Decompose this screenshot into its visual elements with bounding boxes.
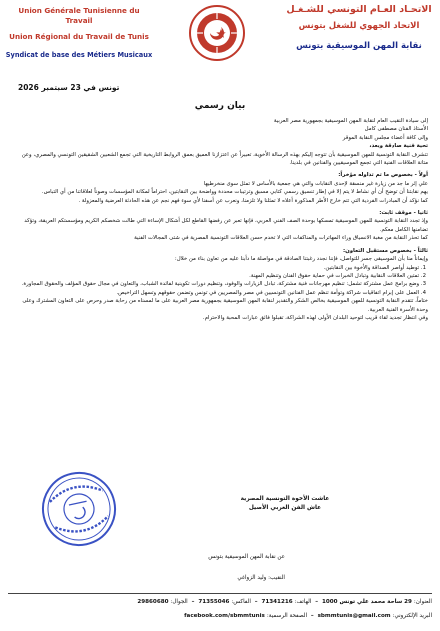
official-stamp — [40, 470, 118, 548]
address-value: 29 ساحة محمد علي تونس 1000 — [321, 599, 412, 605]
header-french — [4, 6, 154, 60]
header-left-line-3: Syndicat de base des Métiers Musicaux — [5, 51, 153, 59]
section-2-paragraph: وإذ تجدد النقابة التونسية للمهن الموسيقية تمسكها بوحدة الصف الفني العربي، فإنها تعبر عن رفضها القاطع لكل أشكال الإساءة التي طالت شخصكم الكريم ومؤسستكم العريقة، وتؤكد تضامنها الكامل معكم. — [24, 218, 428, 233]
list-item: 3. وضع برامج عمل مشتركة تشمل: تنظيم مهرجانات فنية مشتركة، تبادل الزيارات والوفود، وتنظيم دورات تكوينية لفائدة الشباب، والتعاون في مجال حقوق المؤلف والحقوق المجاورة. — [21, 281, 426, 288]
slogan-line: عاش الفن العربي الأصيل — [248, 505, 322, 511]
fax-label: الفاكس: — [231, 599, 251, 605]
mobile-label: الجوال: — [170, 599, 188, 605]
intro-paragraph: تتشرف النقابة التونسية للمهن الموسيقية بأن تتوجه إليكم بهذه الرسالة الأخوية، تعبيراً عن اعتزازنا العميق بعمق الروابط التاريخية التي تجمع الشعبين الشقيقين التونسي والمصري، وعن متانة العلاقات الفنية التي تجمع الموسيقيين والفنانين في بلدينا. — [21, 151, 428, 167]
ugtt-logo — [188, 4, 246, 62]
header-right-line-1: الاتحـاد العـام التونسي للشـغـل — [286, 4, 432, 15]
header-arabic — [284, 4, 434, 52]
signature-name: النقيب: وليد الزواغي — [237, 575, 285, 581]
footer-divider — [8, 593, 432, 594]
footer — [8, 598, 432, 621]
section-3-intro: وإيماناً منا بأن الموسيقى جسر للتواصل، فإننا نجدد رغبتنا الصادقة في مواصلة ما دأبنا عليه من تعاون بناء من خلال: — [174, 256, 428, 263]
list-item: 2. تمتين العلاقات النقابية وتبادل الخبرات في حماية حقوق الفنان وتنظيم المهنة. — [249, 272, 426, 279]
facebook-value[interactable]: facebook.com/sbmmtunis — [184, 613, 265, 619]
footer-web-row: البريد الإلكتروني: sbmmtunis@gmail.com – الصفحة الرسمية: facebook.com/sbmmtunis — [184, 613, 432, 619]
slogan-line: عاشت الأخوة التونسية المصرية — [240, 496, 330, 502]
header-left-line-1: Union Générale Tunisienne du Travail — [18, 6, 140, 25]
section-3-title: ثالثاً - بخصوص مستقبل التعاون: — [342, 247, 428, 254]
document-body — [12, 117, 428, 322]
section-1-title: أولاً - بخصوص ما تم تداوله مؤخراً: — [338, 172, 428, 179]
section-1-paragraph: كما نؤكد أن المبادرات الفردية التي تتم خارج الأطر المذكورة أعلاه لا تمثلنا ولا تلزمنا، ونعرب عن أسفنا لأي سوء فهم نجم عن هذه الحادثة العرضية والمعزولة . — [78, 197, 428, 204]
final-paragraph: وفي انتظار تجديد لقاء قريب لتوحيد البلدان الأولى لهذه الشراكة، تقبلوا فائق عبارات المحبة والاحترام. — [202, 314, 428, 321]
list-item: 1. توطيد أواصر الصداقة والأخوة بين النقابتين. — [323, 264, 426, 271]
email-label: البريد الإلكتروني: — [392, 613, 432, 619]
footer-contact-row: العنوان: 29 ساحة محمد علي تونس 1000 – الهاتف: 71341216 – الفاكس: 71355046 – الجوال: 29860680 — [137, 599, 432, 605]
section-2-title: ثانيا - موقف ثابت: — [379, 210, 428, 217]
document-title: بيان رسمي — [194, 101, 246, 111]
header-right-line-2: الاتحاد الجهوي للشغل بتونس — [298, 21, 420, 31]
phone-value: 71341216 — [261, 599, 293, 605]
mobile-value: 29860680 — [137, 599, 169, 605]
recipient-line: وإلى كافة أعضاء مجلس النقابة الموقر — [342, 134, 428, 141]
greeting: تحية فنية صادقة وبعد، — [369, 143, 428, 150]
section-2-paragraph: كما تحذر النقابة من مغبة الانسياق وراء المهاترات والمناكفات التي لا تخدم حسن العلاقات التونسية المصرية في شتى المجالات الفنية — [134, 235, 428, 242]
closing-slogans — [200, 495, 370, 513]
fax-value: 71355046 — [198, 599, 230, 605]
signature-block — [208, 553, 285, 583]
recipient-line: الأستاذ الفنان مصطفى كامل — [364, 126, 428, 133]
address-label: العنوان: — [413, 599, 432, 605]
phone-label: الهاتف: — [294, 599, 312, 605]
header-right-line-3: نقابة المهن الموسيقية بتونس — [296, 41, 422, 51]
list-item: 4. العمل على إبرام اتفاقيات شراكة وتوأمة تنظم عمل الفنانين التونسيين في مصر والمصريين في تونس وتضمن حقوقهم وتسهل التراخيص. — [116, 289, 426, 296]
email-value[interactable]: sbmmtunis@gmail.com — [317, 613, 391, 619]
facebook-label: الصفحة الرسمية: — [266, 613, 307, 619]
header-left-line-2: Union Régional du Travail de Tunis — [9, 32, 149, 41]
signature-org: عن نقابة المهن الموسيقية بتونس — [208, 554, 285, 560]
section-1-paragraph: يهم نقابتنا أن توضح أن أي نشاط لا يتم إلا في إطار تنسيق رسمي كتابي مسبق وترتيبات محددة وواضحة بين النقابتين، احتراماً لمكانة المؤسسات وصوناً لعلاقاتنا من أي التباس. — [41, 189, 428, 196]
document-date: تونس في 23 سبتمبر 2026 — [18, 83, 120, 92]
section-1-paragraph: علي إثر ما جد من زيارة غير منسقة لإحدى النقابات والتي هي جمعية بالأساس لا تمثل سوى منخرطيها — [203, 180, 428, 187]
closing-paragraph: ختاماً، تتقدم النقابة التونسية للمهن الموسيقية بخالص الشكر والتقدير لنقابة المهن الموسيقية بجمهورية مصر العربية على ما لمسناه من رحابة صدر وحرص على التعاون المشترك وعلى وحدة الأسرة الفنية العربية. — [22, 298, 428, 313]
recipient-line: إلى سيادة النقيب العام لنقابة المهن الموسيقية بجمهورية مصر العربية — [273, 118, 428, 124]
